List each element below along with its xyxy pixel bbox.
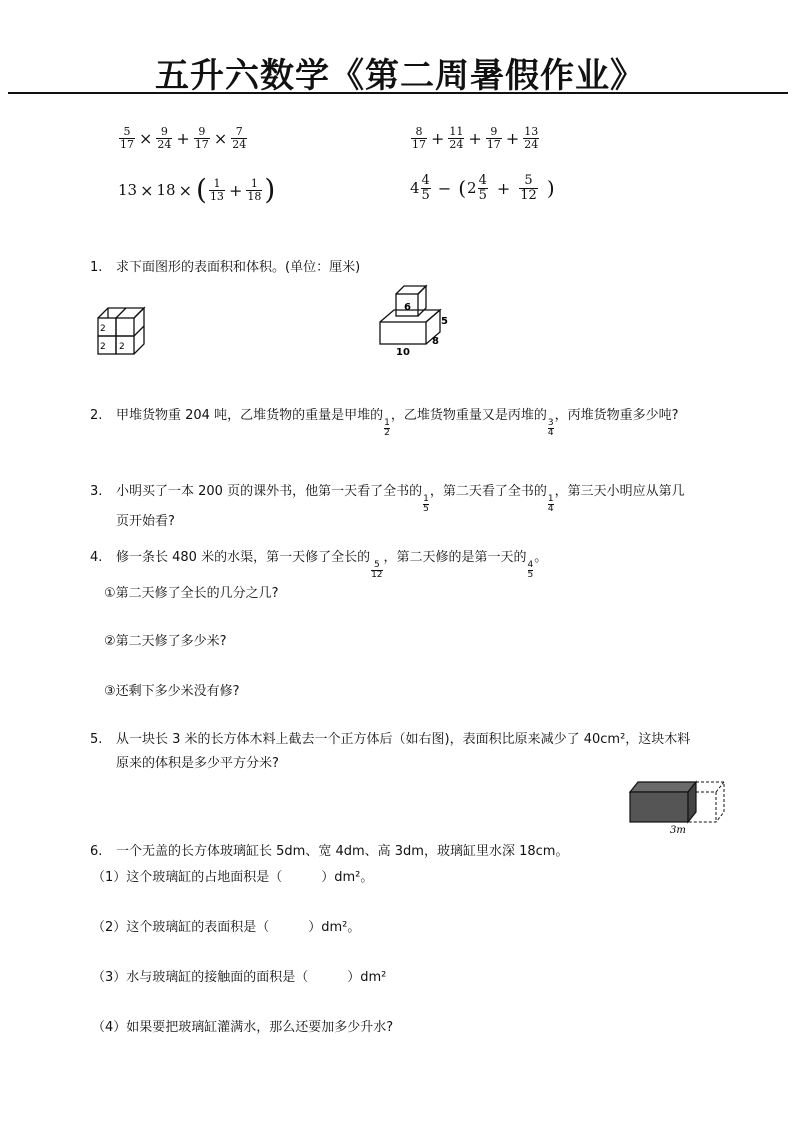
fraction: $\frac{1}{18}$ <box>247 176 262 203</box>
cube-stack-figure <box>94 300 156 360</box>
fraction: $\frac{1}{13}$ <box>209 176 224 203</box>
fraction: $\frac{9}{24}$ <box>157 125 172 151</box>
wood-block-figure <box>626 776 734 836</box>
question-3-line-2: 页开始看? <box>116 514 175 529</box>
calc-expression-4: 4 $\frac{4}{5}$ − ( 2 $\frac{4}{5}$ + $\frac{5}{12}$ ) <box>410 173 555 203</box>
length-label: 3m <box>670 825 686 836</box>
question-4-sub-2: ②第二天修了多少米? <box>104 634 227 649</box>
dimension-label: 10 <box>396 347 410 358</box>
calc-expression-1: $\frac{5}{17}$ × $\frac{9}{24}$ + $\frac{9}{17}$ × $\frac{7}{24}$ <box>120 125 247 151</box>
question-4: 4. 修一条长 480 米的水渠，第一天修了全长的 $\frac{5}{12}$ ，第二天修的是第一天的 $\frac{4}{5}$ 。 <box>90 550 548 580</box>
question-5: 5. 从一块长 3 米的长方体木料上截去一个正方体后（如右图)，表面积比原来减少了 40cm²，这块木料 <box>90 732 691 747</box>
fraction: $\frac{1}{2}$ <box>384 418 390 438</box>
calc-expression-3: 13 × 18 × ( $\frac{1}{13}$ + $\frac{1}{18}$ ) <box>118 173 276 206</box>
dimension-label: 8 <box>432 336 439 347</box>
cube-label: 2 <box>119 342 125 352</box>
fraction: $\frac{8}{17}$ <box>412 125 426 151</box>
fraction: $\frac{9}{17}$ <box>486 125 501 151</box>
fraction: $\frac{4}{5}$ <box>527 560 534 580</box>
dimension-label: 6 <box>404 302 411 313</box>
fraction: $\frac{4}{5}$ <box>478 173 487 203</box>
title-rule <box>8 92 788 94</box>
fraction: $\frac{5}{17}$ <box>120 125 134 151</box>
question-1: 1. 求下面图形的表面积和体积。(单位：厘米) <box>90 260 361 275</box>
question-4-sub-1: ①第二天修了全长的几分之几? <box>104 586 279 601</box>
fraction: $\frac{5}{12}$ <box>520 173 537 203</box>
cube-label: 2 <box>100 342 106 352</box>
fraction: $\frac{1}{4}$ <box>547 494 554 514</box>
cube-label: 2 <box>100 324 106 334</box>
question-6-sub-3: （3）水与玻璃缸的接触面的面积是（ ）dm² <box>92 970 387 985</box>
fraction: $\frac{11}{24}$ <box>449 125 464 151</box>
fraction: $\frac{4}{5}$ <box>421 173 430 203</box>
page-title: 五升六数学《第二周暑假作业》 <box>155 56 645 96</box>
question-6-sub-1: （1）这个玻璃缸的占地面积是（ ）dm²。 <box>92 870 374 885</box>
fraction: $\frac{1}{5}$ <box>423 494 429 514</box>
question-5-line-2: 原来的体积是多少平方分米? <box>116 756 279 771</box>
question-6-sub-4: （4）如果要把玻璃缸灌满水，那么还要加多少升水? <box>92 1020 394 1035</box>
question-4-sub-3: ③还剩下多少米没有修? <box>104 684 240 699</box>
question-6: 6. 一个无盖的长方体玻璃缸长 5dm、宽 4dm、高 3dm，玻璃缸里水深 18cm。 <box>90 844 569 859</box>
calc-expression-2: $\frac{8}{17}$ + $\frac{11}{24}$ + $\frac{9}{17}$ + $\frac{13}{24}$ <box>412 125 539 151</box>
fraction: $\frac{9}{17}$ <box>194 125 209 151</box>
dimension-label: 5 <box>441 316 448 327</box>
fraction: $\frac{7}{24}$ <box>232 125 247 151</box>
fraction: $\frac{5}{12}$ <box>371 560 383 580</box>
fraction: $\frac{3}{4}$ <box>547 418 554 438</box>
question-2: 2. 甲堆货物重 204 吨，乙堆货物的重量是甲堆的 $\frac{1}{2}$ ，乙堆货物重量又是丙堆的 $\frac{3}{4}$ ，丙堆货物重多少吨? <box>90 408 679 438</box>
cube-on-cuboid-figure <box>374 282 454 358</box>
question-3: 3. 小明买了一本 200 页的课外书，他第一天看了全书的 $\frac{1}{5}$ ，第二天看了全书的 $\frac{1}{4}$ ，第三天小明应从第几 <box>90 484 685 514</box>
question-6-sub-2: （2）这个玻璃缸的表面积是（ ）dm²。 <box>92 920 361 935</box>
fraction: $\frac{13}{24}$ <box>524 125 539 151</box>
